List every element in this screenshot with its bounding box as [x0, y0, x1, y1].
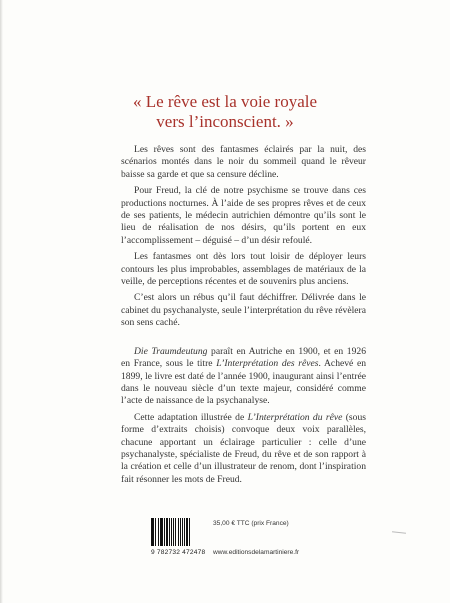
barcode-bar	[189, 518, 190, 546]
barcode-block	[151, 518, 371, 558]
quote-line-1: « Le rêve est la voie royale	[132, 92, 318, 111]
paragraph-gap	[121, 334, 366, 346]
barcode-bar	[186, 518, 188, 546]
paragraph-5	[121, 346, 366, 408]
barcode-bar	[166, 518, 168, 546]
page-edge-shadow	[0, 0, 3, 603]
barcode-bar	[158, 518, 159, 546]
paragraph-6-text-b: (sous forme d’extraits choisis) convoque deux voix parallèles, chacune apportant un éclairage particulier : celle d’une psychanalyste, spécialiste de Freud, du rêve et de son rapport à la création et celle d’un illustrateur de renom, dont l’inspiration fait résonner les mots de Freud.	[121, 411, 366, 485]
paragraph-2: Pour Freud, la clé de notre psychisme se trouve dans ces productions nocturnes. À l’aide de ses propres rêves et de ceux de ses patients, le médecin autrichien démontre qu’ils sont le lieu de réalisation de nos désirs, qu’ils portent en eux l’accomplissement – déguisé – d’un désir refoulé.	[121, 185, 366, 246]
stray-mark	[392, 531, 406, 533]
publisher-website: www.editionsdelamartiniere.fr	[213, 549, 300, 556]
paragraph-4: C’est alors un rébus qu’il faut déchiffrer. Délivrée dans le cabinet du psychanalyste, seule l’interprétation du rêve révèlera son sens caché.	[121, 292, 366, 329]
paragraph-1: Les rêves sont des fantasmes éclairés par la nuit, des scénarios montés dans le noir du sommeil quand le rêveur baisse sa garde et que sa censure décline.	[121, 144, 366, 180]
paragraph-6	[121, 412, 366, 486]
paragraph-5-text-a: paraît en Autriche en 1900, et en 1926 en France, sous le titre	[121, 345, 366, 370]
isbn-digits: 9 782732 472478	[151, 549, 206, 556]
adaptation-title: L’Interprétation du rêve	[247, 411, 343, 423]
barcode-bar	[180, 518, 181, 546]
blurb-text	[121, 144, 366, 490]
paragraph-3: Les fantasmes ont dès lors tout loisir de déployer leurs contours les plus improbables, assemblages de matériaux de la veille, de perceptions récentes et de souvenirs plus anciens.	[121, 251, 366, 288]
barcode-bar	[161, 518, 163, 546]
barcode-bar	[175, 518, 176, 546]
barcode-bar	[155, 518, 156, 546]
book-title-german: Die Traumdeutung	[134, 345, 208, 357]
quote-line-2: vers l’inconscient. »	[156, 112, 294, 131]
barcode-bar	[169, 518, 170, 546]
pull-quote	[0, 92, 450, 132]
paragraph-6-text-a: Cette adaptation illustrée de	[134, 411, 248, 423]
barcode-icon	[151, 518, 207, 546]
paragraph-5-text-b: . Achevé en 1899, le livre est daté de l’année 1900, inaugurant ainsi l’entrée dans le nouveau siècle d’un texte majeur, considéré comme l’acte de naissance de la psychanalyse.	[121, 358, 366, 407]
book-title-french: L’Interprétation des rêves	[216, 358, 319, 370]
price-label: 35,00 € TTC (prix France)	[213, 520, 289, 527]
barcode-bar	[171, 518, 172, 546]
